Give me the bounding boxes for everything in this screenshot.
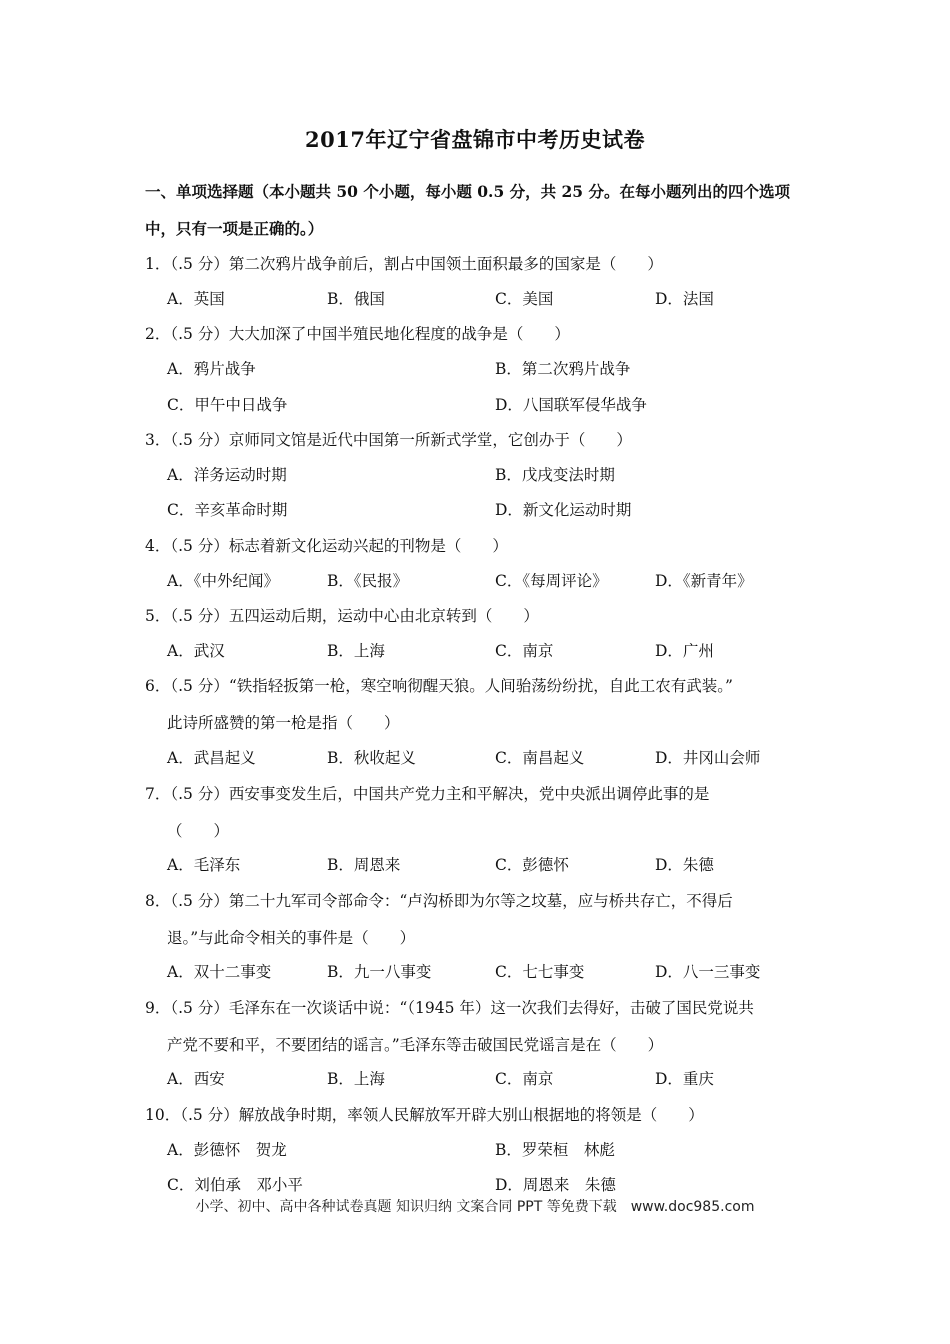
question-2-option-b: B．第二次鸦片战争 (495, 360, 631, 378)
question-4-option-c: C．《每周评论》 (495, 572, 608, 590)
question-5-option-a: A．武汉 (167, 642, 225, 660)
question-4-stem: 4．（.5 分）标志着新文化运动兴起的刊物是（ ） (145, 537, 508, 555)
question-1-option-a: A．英国 (167, 290, 225, 308)
question-9-stem-line-2: 产党不要和平，不要团结的谣言。”毛泽东等击破国民党谣言是在（ ） (167, 1036, 664, 1054)
question-3-stem: 3．（.5 分）京师同文馆是近代中国第一所新式学堂，它创办于（ ） (145, 431, 632, 449)
question-1-option-d: D．法国 (655, 290, 714, 308)
section-heading-line-1: 一、单项选择题（本小题共 50 个小题，每小题 0.5 分，共 25 分。在每小题列出的四个选项 (145, 182, 790, 201)
section-heading-line-2: 中，只有一项是正确的。） (145, 219, 324, 238)
question-9-option-c: C．南京 (495, 1070, 554, 1088)
question-3-option-a: A．洋务运动时期 (167, 466, 287, 484)
question-5-option-b: B．上海 (327, 642, 385, 660)
question-8-option-c: C．七七事变 (495, 963, 585, 981)
question-2-stem: 2．（.5 分）大大加深了中国半殖民地化程度的战争是（ ） (145, 325, 570, 343)
question-2-option-a: A．鸦片战争 (167, 360, 256, 378)
question-5-option-c: C．南京 (495, 642, 554, 660)
question-7-option-c: C．彭德怀 (495, 856, 569, 874)
question-1-stem: 1．（.5 分）第二次鸦片战争前后，割占中国领土面积最多的国家是（ ） (145, 255, 663, 273)
question-3-option-d: D．新文化运动时期 (495, 501, 632, 519)
question-2-option-d: D．八国联军侵华战争 (495, 396, 647, 414)
question-5-stem: 5．（.5 分）五四运动后期，运动中心由北京转到（ ） (145, 607, 539, 625)
question-6-option-a: A．武昌起义 (167, 749, 256, 767)
question-10-stem: 10．（.5 分）解放战争时期，率领人民解放军开辟大别山根据地的将领是（ ） (145, 1106, 704, 1124)
question-7-option-d: D．朱德 (655, 856, 714, 874)
question-6-stem-line-1: 6．（.5 分）“铁指轻扳第一枪，寒空响彻醒天狼。人间骀荡纷纷扰，自此工农有武装。” (145, 677, 733, 695)
page-title: 2017年辽宁省盘锦市中考历史试卷 (305, 127, 645, 152)
question-8-stem-line-1: 8．（.5 分）第二十九军司令部命令：“卢沟桥即为尔等之坟墓，应与桥共存亡，不得后 (145, 892, 733, 910)
question-3-option-b: B．戊戌变法时期 (495, 466, 615, 484)
question-8-stem-line-2: 退。”与此命令相关的事件是（ ） (167, 929, 416, 947)
question-4-option-b: B．《民报》 (327, 572, 409, 590)
question-7-option-b: B．周恩来 (327, 856, 401, 874)
question-7-stem-line-1: 7．（.5 分）西安事变发生后，中国共产党力主和平解决，党中央派出调停此事的是 (145, 785, 710, 803)
question-6-option-b: B．秋收起义 (327, 749, 416, 767)
question-3-option-c: C．辛亥革命时期 (167, 501, 288, 519)
question-9-option-d: D．重庆 (655, 1070, 714, 1088)
question-8-option-a: A．双十二事变 (167, 963, 272, 981)
question-9-option-a: A．西安 (167, 1070, 225, 1088)
question-10-option-b: B．罗荣桓 林彪 (495, 1141, 615, 1159)
question-9-stem-line-1: 9．（.5 分）毛泽东在一次谈话中说：“（1945 年）这一次我们去得好，击破了国民党说共 (145, 999, 754, 1017)
question-8-option-b: B．九一八事变 (327, 963, 432, 981)
question-7-stem-line-2: （ ） (167, 822, 230, 840)
question-10-option-c: C．刘伯承 邓小平 (167, 1176, 303, 1194)
question-10-option-d: D．周恩来 朱德 (495, 1176, 616, 1194)
question-9-option-b: B．上海 (327, 1070, 385, 1088)
question-2-option-c: C．甲午中日战争 (167, 396, 288, 414)
question-10-option-a: A．彭德怀 贺龙 (167, 1141, 287, 1159)
question-4-option-a: A．《中外纪闻》 (167, 572, 279, 590)
question-5-option-d: D．广州 (655, 642, 714, 660)
question-4-option-d: D．《新青年》 (655, 572, 753, 590)
question-1-option-c: C．美国 (495, 290, 554, 308)
question-6-stem-line-2: 此诗所盛赞的第一枪是指（ ） (167, 714, 400, 732)
question-8-option-d: D．八一三事变 (655, 963, 761, 981)
question-6-option-d: D．井冈山会师 (655, 749, 761, 767)
page-footer: 小学、初中、高中各种试卷真题 知识归纳 文案合同 PPT 等免费下载 www.doc985.com (195, 1199, 755, 1215)
question-1-option-b: B．俄国 (327, 290, 385, 308)
question-6-option-c: C．南昌起义 (495, 749, 585, 767)
question-7-option-a: A．毛泽东 (167, 856, 241, 874)
